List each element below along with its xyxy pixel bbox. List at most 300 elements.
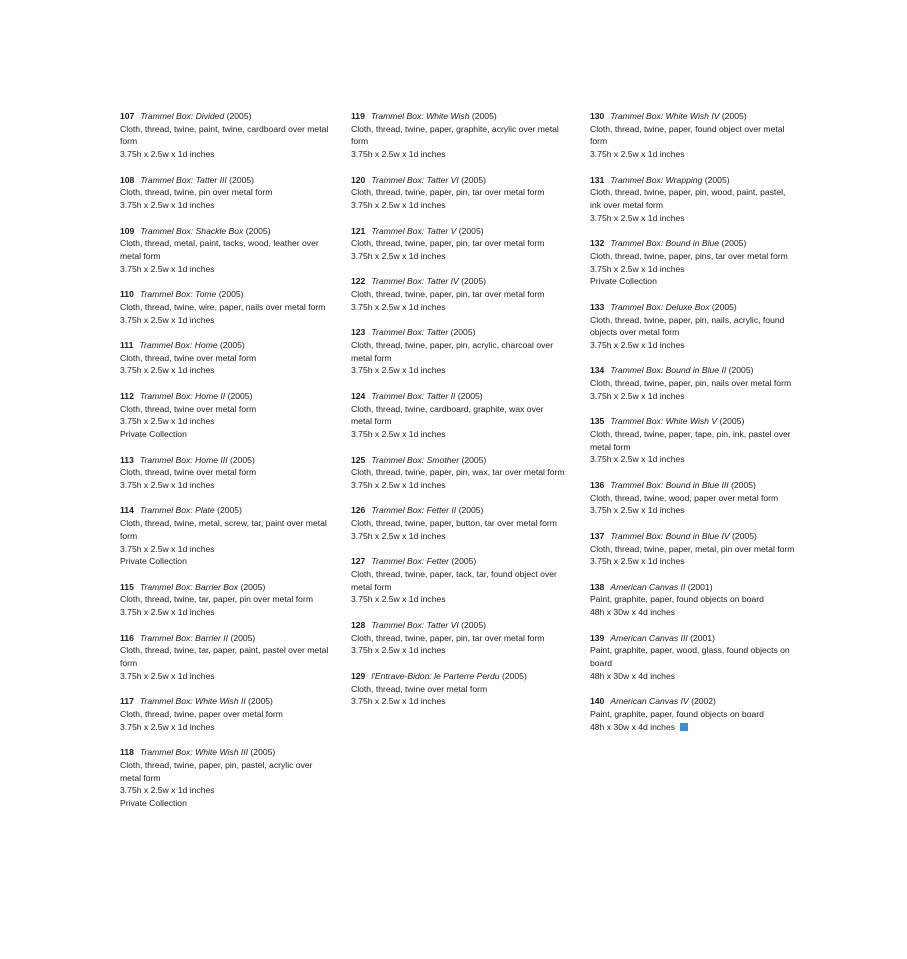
entry-detail-line bbox=[351, 644, 566, 657]
entry-number: 126 bbox=[351, 505, 366, 516]
entry-detail-text: 3.75h x 2.5w x 1d inches bbox=[590, 212, 685, 223]
entry-detail-text: Cloth, thread, twine, cardboard, graphite, wax over metal form bbox=[351, 403, 544, 427]
entry-title: Trammel Box: Barrier Box bbox=[139, 581, 239, 592]
entry-detail-line bbox=[120, 593, 335, 606]
entry-year: (2005) bbox=[218, 289, 244, 300]
entry-detail-text: Cloth, thread, twine, wire, paper, nails over metal form bbox=[120, 301, 326, 312]
entry-year: (2005) bbox=[471, 111, 497, 121]
catalog-entry bbox=[351, 225, 566, 263]
entry-detail-line bbox=[120, 555, 335, 568]
entry-year: (2005) bbox=[721, 238, 747, 249]
entry-detail-line bbox=[351, 288, 566, 301]
entry-heading bbox=[351, 174, 566, 187]
entry-detail-line bbox=[590, 543, 795, 556]
entry-number: 110 bbox=[120, 289, 134, 300]
entry-year: (2005) bbox=[461, 276, 486, 287]
entry-title: American Canvas IV bbox=[610, 696, 689, 707]
entry-detail-text: 3.75h x 2.5w x 1d inches bbox=[351, 479, 446, 490]
entry-number: 128 bbox=[351, 619, 366, 630]
entry-heading bbox=[590, 301, 795, 314]
entry-heading bbox=[351, 454, 566, 467]
catalog-entry bbox=[351, 390, 566, 441]
entry-detail-line bbox=[351, 199, 566, 212]
catalog-entry bbox=[351, 275, 566, 313]
entry-title: Trammel Box: White Wish III bbox=[139, 747, 249, 758]
entry-year: (2005) bbox=[451, 556, 477, 567]
entry-year: (2005) bbox=[248, 696, 273, 707]
entry-detail-text: Cloth, thread, twine, pin over metal form bbox=[120, 187, 273, 198]
entry-detail-text: Cloth, thread, twine, wood, paper over metal form bbox=[590, 492, 779, 503]
entry-detail-line bbox=[120, 301, 335, 314]
entry-heading bbox=[351, 390, 566, 403]
entry-number: 107 bbox=[120, 111, 135, 121]
entry-year: (2005) bbox=[704, 174, 730, 185]
entry-detail-line bbox=[120, 148, 335, 161]
entry-detail-line bbox=[590, 186, 795, 211]
entry-number: 131 bbox=[590, 174, 605, 185]
entry-number: 138 bbox=[590, 581, 605, 592]
entry-number: 109 bbox=[120, 225, 135, 236]
entry-detail-line bbox=[120, 708, 335, 721]
entry-detail-line bbox=[590, 428, 795, 453]
entry-year: (2005) bbox=[250, 747, 276, 758]
catalog-entry bbox=[351, 326, 566, 377]
entry-detail-text: 3.75h x 2.5w x 1d inches bbox=[351, 365, 446, 376]
entry-detail-text: 3.75h x 2.5w x 1d inches bbox=[120, 785, 215, 796]
entry-title: Trammel Box: Tatter VI bbox=[371, 619, 459, 630]
entry-number: 121 bbox=[351, 225, 366, 236]
entry-year: (2005) bbox=[461, 454, 487, 465]
entry-detail-text: 3.75h x 2.5w x 1d inches bbox=[120, 670, 215, 681]
catalog-column-3 bbox=[590, 110, 795, 746]
entry-detail-text: 3.75h x 2.5w x 1d inches bbox=[351, 301, 446, 312]
entry-detail-text: Cloth, thread, twine, paint, twine, cardboard over metal form bbox=[120, 123, 329, 147]
entry-detail-line bbox=[590, 606, 795, 619]
entry-detail-text: 3.75h x 2.5w x 1d inches bbox=[351, 530, 446, 541]
entry-detail-line bbox=[120, 415, 335, 428]
entry-title: Trammel Box: Tatter III bbox=[140, 174, 227, 185]
entry-year: (2005) bbox=[732, 530, 757, 541]
entry-detail-line bbox=[351, 593, 566, 606]
end-of-list-square-icon bbox=[680, 723, 688, 731]
entry-detail-text: 3.75h x 2.5w x 1d inches bbox=[120, 263, 215, 274]
entry-detail-text: Paint, graphite, paper, wood, glass, found objects on board bbox=[590, 645, 790, 669]
entry-detail-text: Paint, graphite, paper, found objects on board bbox=[590, 594, 764, 605]
entry-heading bbox=[120, 110, 335, 123]
entry-detail-line bbox=[120, 237, 335, 262]
entry-detail-line bbox=[120, 466, 335, 479]
entry-detail-text: 3.75h x 2.5w x 1d inches bbox=[351, 250, 446, 261]
entry-title: Trammel Box: Fetter bbox=[371, 556, 450, 567]
entry-title: l'Entrave-Bidon: le Parterre Perdu bbox=[371, 670, 500, 681]
entry-number: 114 bbox=[120, 505, 134, 516]
entry-detail-line bbox=[120, 479, 335, 492]
catalog-entry bbox=[120, 695, 335, 733]
entry-heading bbox=[590, 581, 795, 594]
entry-detail-line bbox=[351, 148, 566, 161]
entry-detail-line bbox=[351, 568, 566, 593]
entry-number: 124 bbox=[351, 390, 366, 401]
entry-title: Trammel Box: Divided bbox=[140, 111, 225, 121]
entry-title: Trammel Box: Tatter bbox=[371, 327, 449, 338]
entry-detail-line bbox=[351, 683, 566, 696]
entry-title: Trammel Box: Deluxe Box bbox=[610, 301, 710, 312]
entry-detail-text: 3.75h x 2.5w x 1d inches bbox=[590, 263, 685, 274]
entry-detail-text: Cloth, thread, twine, paper, metal, pin over metal form bbox=[590, 543, 795, 554]
entry-year: (2005) bbox=[719, 416, 745, 427]
entry-detail-line bbox=[590, 453, 795, 466]
entry-detail-text: Cloth, thread, twine, paper, pin, nails, acrylic, found objects over metal form bbox=[590, 314, 785, 338]
entry-number: 136 bbox=[590, 479, 605, 490]
catalog-entry bbox=[351, 174, 566, 212]
entry-title: Trammel Box: Home bbox=[139, 340, 218, 351]
entry-year: (2005) bbox=[217, 505, 242, 516]
entry-detail-line bbox=[351, 250, 566, 263]
entry-year: (2005) bbox=[227, 390, 253, 401]
entry-detail-line bbox=[351, 479, 566, 492]
entry-detail-line bbox=[590, 212, 795, 225]
entry-detail-text: 3.75h x 2.5w x 1d inches bbox=[120, 200, 215, 211]
catalog-entry bbox=[120, 632, 335, 683]
entry-detail-line bbox=[590, 721, 795, 734]
entry-detail-text: 3.75h x 2.5w x 1d inches bbox=[351, 149, 446, 160]
entry-number: 117 bbox=[120, 696, 134, 707]
catalog-entry bbox=[351, 504, 566, 542]
entry-title: Trammel Box: Tatter V bbox=[371, 225, 457, 236]
entry-detail-text: 3.75h x 2.5w x 1d inches bbox=[351, 200, 446, 211]
entry-heading bbox=[590, 695, 795, 708]
catalog-entry bbox=[590, 479, 795, 517]
entry-number: 108 bbox=[120, 174, 135, 185]
entry-detail-line bbox=[590, 644, 795, 669]
entry-detail-text: 3.75h x 2.5w x 1d inches bbox=[590, 505, 685, 516]
entry-heading bbox=[120, 581, 335, 594]
entry-detail-text: Cloth, thread, twine, paper, tack, tar, found object over metal form bbox=[351, 569, 557, 592]
entry-title: Trammel Box: Tatter VI bbox=[371, 174, 459, 185]
catalog-entry bbox=[590, 632, 795, 683]
catalog-entry bbox=[120, 225, 335, 276]
entry-detail-text: 3.75h x 2.5w x 1d inches bbox=[351, 645, 446, 656]
entry-detail-text: Cloth, thread, twine over metal form bbox=[120, 403, 257, 414]
entry-detail-line bbox=[120, 364, 335, 377]
entry-detail-line bbox=[590, 275, 795, 288]
catalog-column-1 bbox=[120, 110, 335, 823]
entry-title: Trammel Box: White Wish IV bbox=[610, 111, 720, 121]
entry-heading bbox=[120, 504, 335, 517]
entry-detail-line bbox=[120, 721, 335, 734]
entry-title: American Canvas II bbox=[610, 581, 686, 592]
entry-heading bbox=[590, 632, 795, 645]
entry-title: Trammel Box: White Wish bbox=[370, 111, 470, 121]
entry-heading bbox=[590, 174, 795, 187]
catalog-entry bbox=[590, 581, 795, 619]
entry-title: Trammel Box: White Wish II bbox=[139, 696, 246, 707]
catalog-entry bbox=[590, 301, 795, 352]
entry-detail-line bbox=[351, 237, 566, 250]
entry-detail-line bbox=[590, 555, 795, 568]
entry-title: Trammel Box: Home III bbox=[139, 454, 228, 465]
entry-detail-text: Cloth, thread, twine over metal form bbox=[120, 467, 257, 478]
entry-title: Trammel Box: Plate bbox=[139, 505, 215, 516]
entry-number: 133 bbox=[590, 301, 605, 312]
entry-detail-line bbox=[351, 403, 566, 428]
entry-detail-text: 3.75h x 2.5w x 1d inches bbox=[120, 721, 215, 732]
entry-title: Trammel Box: Shackle Box bbox=[140, 225, 244, 236]
entry-title: Trammel Box: Bound in Blue IV bbox=[610, 530, 730, 541]
entry-detail-line bbox=[120, 784, 335, 797]
entry-year: (2005) bbox=[219, 340, 245, 351]
entry-year: (2005) bbox=[461, 174, 486, 185]
entry-number: 116 bbox=[120, 632, 134, 643]
entry-year: (2001) bbox=[690, 632, 715, 643]
entry-number: 120 bbox=[351, 174, 366, 185]
entry-detail-line bbox=[351, 301, 566, 314]
entry-detail-line bbox=[351, 123, 566, 148]
entry-title: Trammel Box: Fetter II bbox=[371, 505, 457, 516]
entry-heading bbox=[120, 454, 335, 467]
catalog-entry bbox=[120, 339, 335, 377]
entry-number: 125 bbox=[351, 454, 366, 465]
entry-title: Trammel Box: White Wish V bbox=[610, 416, 718, 427]
entry-detail-text: 3.75h x 2.5w x 1d inches bbox=[120, 365, 215, 376]
entry-detail-line bbox=[351, 517, 566, 530]
entry-detail-text: 3.75h x 2.5w x 1d inches bbox=[120, 416, 215, 427]
entry-heading bbox=[590, 237, 795, 250]
catalog-entry bbox=[590, 364, 795, 402]
entry-detail-text: Cloth, thread, twine, paper, button, tar over metal form bbox=[351, 518, 557, 529]
entry-title: Trammel Box: Tome bbox=[139, 289, 217, 300]
entry-detail-text: Cloth, thread, twine, paper, pin, tar over metal form bbox=[351, 289, 545, 300]
entry-detail-text: Cloth, thread, twine, paper, pin, pastel, acrylic over metal form bbox=[120, 759, 313, 783]
entry-detail-text: Cloth, thread, twine, paper, pin, tar over metal form bbox=[351, 632, 545, 643]
entry-detail-text: 3.75h x 2.5w x 1d inches bbox=[351, 594, 446, 605]
entry-heading bbox=[120, 288, 335, 301]
entry-detail-line bbox=[351, 632, 566, 645]
entry-detail-line bbox=[120, 186, 335, 199]
catalog-entry bbox=[351, 454, 566, 492]
entry-detail-line bbox=[590, 377, 795, 390]
entry-detail-text: 48h x 30w x 4d inches bbox=[590, 670, 676, 681]
entry-detail-line bbox=[351, 364, 566, 377]
entry-detail-text: Cloth, thread, twine, tar, paper, pin over metal form bbox=[120, 594, 313, 605]
entry-title: Trammel Box: Bound in Blue bbox=[610, 238, 720, 249]
entry-year: (2005) bbox=[229, 174, 255, 185]
entry-number: 139 bbox=[590, 632, 605, 643]
catalog-entry bbox=[120, 746, 335, 810]
entry-detail-line bbox=[351, 186, 566, 199]
catalog-entry bbox=[590, 415, 795, 466]
entry-number: 130 bbox=[590, 111, 605, 121]
entry-detail-text: Cloth, thread, twine over metal form bbox=[120, 352, 257, 363]
entry-detail-line bbox=[120, 403, 335, 416]
entry-number: 118 bbox=[120, 747, 134, 758]
entry-detail-line bbox=[590, 339, 795, 352]
entry-detail-text: Cloth, thread, twine, paper, found object over metal form bbox=[590, 123, 785, 147]
entry-year: (2002) bbox=[691, 696, 716, 707]
entry-heading bbox=[351, 326, 566, 339]
entry-detail-text: 3.75h x 2.5w x 1d inches bbox=[590, 149, 685, 160]
catalog-entry bbox=[351, 110, 566, 161]
entry-number: 115 bbox=[120, 581, 134, 592]
entry-detail-text: Cloth, thread, twine, paper, pin, wood, paint, pastel, ink over metal form bbox=[590, 187, 786, 211]
entry-year: (2005) bbox=[457, 390, 483, 401]
entry-detail-line bbox=[590, 148, 795, 161]
entry-number: 140 bbox=[590, 696, 605, 707]
entry-title: Trammel Box: Smother bbox=[371, 454, 460, 465]
entry-detail-text: 3.75h x 2.5w x 1d inches bbox=[120, 314, 215, 325]
entry-heading bbox=[351, 110, 566, 123]
entry-detail-text: Private Collection bbox=[590, 276, 657, 287]
entry-year: (2005) bbox=[240, 581, 266, 592]
entry-detail-line bbox=[351, 428, 566, 441]
entry-detail-text: Cloth, thread, twine, tar, paper, paint, pastel over metal form bbox=[120, 645, 329, 669]
entry-number: 135 bbox=[590, 416, 605, 427]
entry-number: 112 bbox=[120, 390, 134, 401]
entry-detail-text: Private Collection bbox=[120, 556, 187, 567]
entry-heading bbox=[120, 632, 335, 645]
entry-year: (2005) bbox=[245, 225, 271, 236]
entry-detail-text: Cloth, thread, twine, paper, pins, tar over metal form bbox=[590, 250, 788, 261]
entry-detail-text: Cloth, thread, twine over metal form bbox=[351, 683, 488, 694]
entry-heading bbox=[351, 670, 566, 683]
entry-detail-line bbox=[590, 250, 795, 263]
entry-year: (2005) bbox=[458, 505, 484, 516]
entry-detail-text: Paint, graphite, paper, found objects on board bbox=[590, 708, 764, 719]
entry-title: American Canvas III bbox=[610, 632, 688, 643]
entry-detail-line bbox=[120, 797, 335, 810]
entry-title: Trammel Box: Tatter II bbox=[371, 390, 456, 401]
entry-year: (2005) bbox=[728, 365, 754, 376]
catalog-entry bbox=[590, 110, 795, 161]
catalog-entry bbox=[590, 174, 795, 225]
entry-detail-line bbox=[590, 708, 795, 721]
entry-detail-text: 3.75h x 2.5w x 1d inches bbox=[351, 429, 446, 440]
catalog-entry bbox=[120, 390, 335, 441]
entry-detail-text: 48h x 30w x 4d inches bbox=[590, 721, 676, 732]
entry-year: (2005) bbox=[731, 479, 756, 490]
entry-title: Trammel Box: Home II bbox=[139, 390, 226, 401]
entry-detail-text: 48h x 30w x 4d inches bbox=[590, 607, 676, 618]
catalog-entry bbox=[120, 174, 335, 212]
entry-heading bbox=[120, 174, 335, 187]
entry-detail-text: 3.75h x 2.5w x 1d inches bbox=[351, 696, 446, 707]
entry-heading bbox=[351, 225, 566, 238]
entry-detail-text: 3.75h x 2.5w x 1d inches bbox=[590, 339, 685, 350]
catalog-entry bbox=[351, 670, 566, 708]
entry-heading bbox=[351, 555, 566, 568]
entry-detail-line bbox=[590, 314, 795, 339]
entry-detail-line bbox=[120, 199, 335, 212]
entry-year: (2005) bbox=[230, 632, 256, 643]
catalog-entry bbox=[590, 237, 795, 288]
entry-heading bbox=[590, 364, 795, 377]
entry-heading bbox=[120, 746, 335, 759]
catalog-entry bbox=[351, 619, 566, 657]
entry-year: (2005) bbox=[229, 454, 255, 465]
entry-detail-line bbox=[590, 504, 795, 517]
entry-detail-text: 3.75h x 2.5w x 1d inches bbox=[590, 390, 685, 401]
entry-number: 127 bbox=[351, 556, 366, 567]
entry-detail-line bbox=[590, 670, 795, 683]
entry-number: 111 bbox=[120, 340, 134, 351]
entry-detail-text: 3.75h x 2.5w x 1d inches bbox=[120, 149, 215, 160]
entry-detail-line bbox=[120, 606, 335, 619]
catalog-column-2 bbox=[351, 110, 566, 721]
entry-detail-text: 3.75h x 2.5w x 1d inches bbox=[120, 479, 215, 490]
entry-year: (2001) bbox=[687, 581, 713, 592]
entry-detail-text: Cloth, thread, twine, paper, pin, nails over metal form bbox=[590, 378, 792, 389]
catalog-entry bbox=[120, 110, 335, 161]
entry-detail-line bbox=[120, 670, 335, 683]
entry-heading bbox=[590, 415, 795, 428]
entry-title: Trammel Box: Bound in Blue III bbox=[610, 479, 729, 490]
entry-detail-text: Cloth, thread, twine, paper over metal form bbox=[120, 708, 283, 719]
entry-year: (2005) bbox=[450, 327, 476, 338]
entry-detail-text: Cloth, thread, twine, paper, pin, wax, tar over metal form bbox=[351, 467, 565, 478]
entry-title: Trammel Box: Barrier II bbox=[139, 632, 229, 643]
entry-detail-line bbox=[120, 123, 335, 148]
catalog-entry bbox=[120, 581, 335, 619]
catalog-entry bbox=[590, 695, 795, 733]
entry-detail-line bbox=[120, 644, 335, 669]
entry-number: 122 bbox=[351, 276, 366, 287]
entry-detail-text: Cloth, thread, metal, paint, tacks, wood, leather over metal form bbox=[120, 238, 319, 261]
entry-number: 123 bbox=[351, 327, 366, 338]
entry-detail-text: Cloth, thread, twine, paper, pin, tar over metal form bbox=[351, 187, 545, 198]
entry-year: (2005) bbox=[721, 111, 747, 121]
catalog-entry bbox=[120, 288, 335, 326]
entry-detail-line bbox=[351, 695, 566, 708]
entry-number: 113 bbox=[120, 454, 134, 465]
entry-heading bbox=[590, 110, 795, 123]
entry-detail-line bbox=[590, 123, 795, 148]
entry-detail-text: 3.75h x 2.5w x 1d inches bbox=[590, 556, 685, 567]
catalog-entry bbox=[120, 504, 335, 568]
entry-heading bbox=[351, 619, 566, 632]
catalog-entry bbox=[351, 555, 566, 606]
entry-year: (2005) bbox=[458, 225, 484, 236]
catalog-entry bbox=[590, 530, 795, 568]
entry-heading bbox=[590, 479, 795, 492]
entry-detail-line bbox=[120, 517, 335, 542]
entry-detail-line bbox=[120, 543, 335, 556]
entry-detail-line bbox=[351, 466, 566, 479]
entry-title: Trammel Box: Tatter IV bbox=[371, 276, 459, 287]
entry-heading bbox=[351, 275, 566, 288]
entry-detail-line bbox=[120, 428, 335, 441]
entry-number: 134 bbox=[590, 365, 605, 376]
entry-detail-text: Cloth, thread, twine, paper, tape, pin, ink, pastel over metal form bbox=[590, 429, 791, 452]
entry-year: (2005) bbox=[461, 619, 486, 630]
entry-detail-line bbox=[120, 263, 335, 276]
entry-detail-text: 3.75h x 2.5w x 1d inches bbox=[590, 454, 685, 465]
entry-detail-text: Private Collection bbox=[120, 429, 187, 440]
entry-year: (2005) bbox=[501, 670, 527, 681]
entry-title: Trammel Box: Wrapping bbox=[610, 174, 703, 185]
entry-number: 132 bbox=[590, 238, 605, 249]
entry-detail-line bbox=[590, 492, 795, 505]
entry-year: (2005) bbox=[711, 301, 737, 312]
entry-heading bbox=[590, 530, 795, 543]
entry-detail-text: Cloth, thread, twine, paper, pin, tar over metal form bbox=[351, 238, 545, 249]
entry-heading bbox=[351, 504, 566, 517]
entry-detail-line bbox=[120, 759, 335, 784]
entry-number: 129 bbox=[351, 670, 366, 681]
entry-detail-line bbox=[590, 263, 795, 276]
entry-heading bbox=[120, 695, 335, 708]
entry-detail-text: Private Collection bbox=[120, 798, 187, 808]
entry-year: (2005) bbox=[226, 111, 252, 121]
